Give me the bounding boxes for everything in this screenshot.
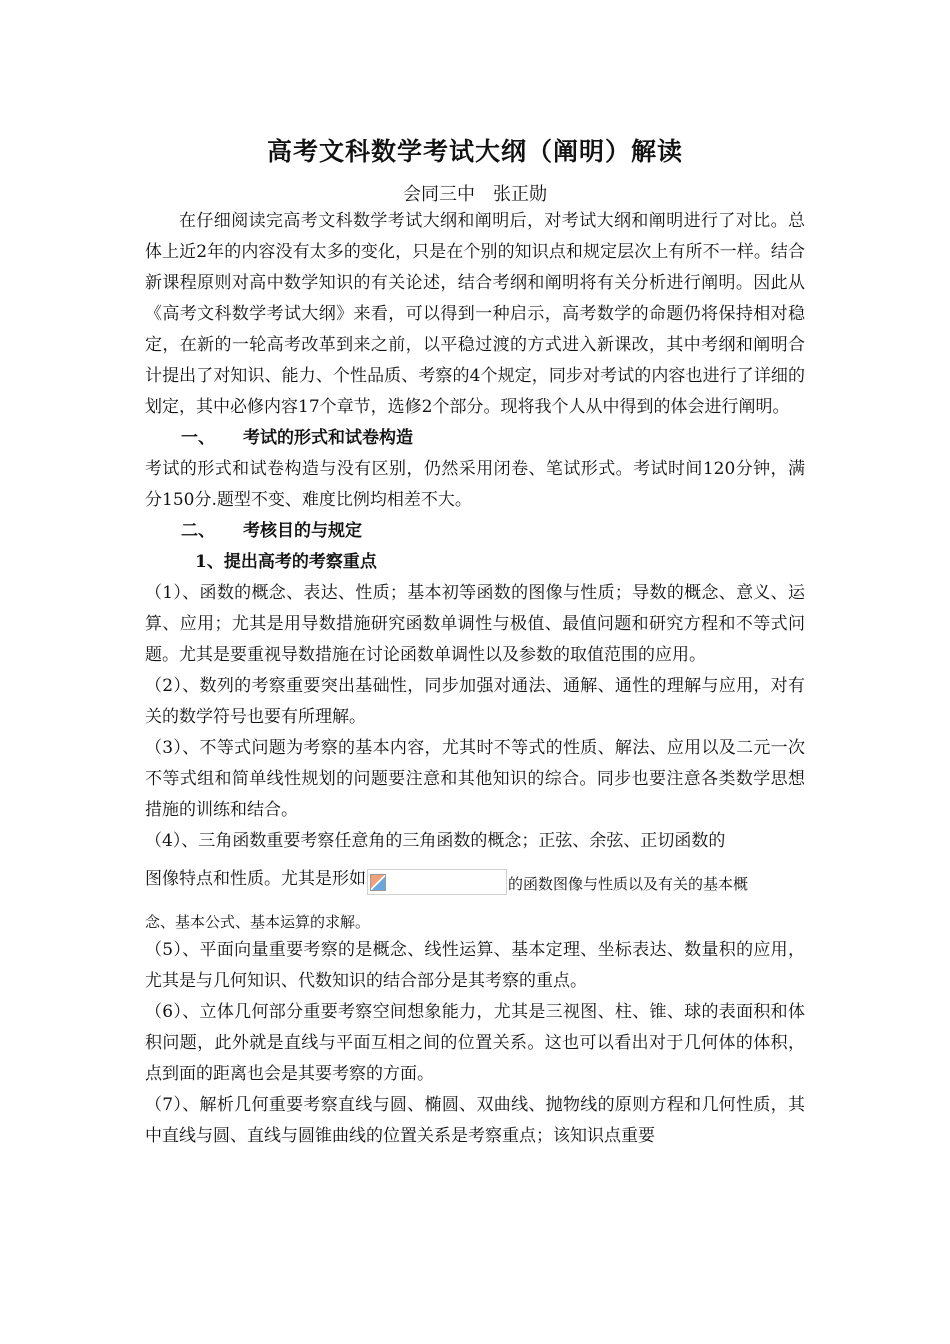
- document-title: 高考文科数学考试大纲（阐明）解读: [266, 137, 683, 166]
- list-item: （5）、平面向量重要考察的是概念、线性运算、基本定理、坐标表达、数量积的应用，尤其是与几何知识、代数知识的结合部分是其考察的重点。: [145, 940, 805, 991]
- section-number: 一、: [181, 428, 215, 448]
- broken-image-icon: [370, 874, 386, 891]
- inline-text: 图像特点和性质。尤其是形如: [145, 869, 366, 889]
- formula-image: [367, 869, 507, 895]
- list-item: （2）、数列的考察重要突出基础性，同步加强对通法、通解、通性的理解与应用，对有关的数学符号也要有所理解。: [145, 676, 805, 727]
- section-heading-1: [145, 423, 805, 454]
- author-line: 会同三中 张正勋: [403, 184, 547, 205]
- section-paragraph: 考试的形式和试卷构造与没有区别，仍然采用闭卷、笔试形式。考试时间120分钟，满分150分.题型不变、难度比例均相差不大。: [145, 459, 805, 510]
- section-title: 考核目的与规定: [243, 521, 362, 541]
- intro-paragraph: 在仔细阅读完高考文科数学考试大纲和阐明后，对考试大纲和阐明进行了对比。总体上近2年的内容没有太多的变化，只是在个别的知识点和规定层次上有所不一样。结合新课程原则对高中数学知识的有关论述，结合考纲和阐明将有关分析进行阐明。因此从《高考文科数学考试大纲》来看，可以得到一种启示，高考数学的命题仍将保持相对稳定，在新的一轮高考改革到来之前，以平稳过渡的方式进入新课改，其中考纲和阐明合计提出了对知识、能力、个性品质、考察的4个规定，同步对考试的内容也进行了详细的划定，其中必修内容17个章节，选修2个部分。现将我个人从中得到的体会进行阐明。: [145, 211, 805, 417]
- section-number: 二、: [181, 521, 215, 541]
- list-item-with-image: [145, 861, 805, 895]
- section-title: 考试的形式和试卷构造: [243, 428, 413, 448]
- list-item: （4）、三角函数重要考察任意角的三角函数的概念；正弦、余弦、正切函数的: [145, 831, 726, 851]
- subsection-heading: 1、提出高考的考察重点: [195, 552, 377, 572]
- inline-text: 的函数图像与性质以及有关的基本概: [508, 875, 749, 893]
- section-heading-2: [145, 516, 805, 547]
- list-item: （1）、函数的概念、表达、性质；基本初等函数的图像与性质；导数的概念、意义、运算、应用；尤其是用导数措施研究函数单调性与极值、最值问题和研究方程和不等式问题。尤其是要重视导数措施在讨论函数单调性以及参数的取值范围的应用。: [145, 583, 805, 665]
- list-item: （7）、解析几何重要考察直线与圆、椭圆、双曲线、抛物线的原则方程和几何性质，其中直线与圆、直线与圆锥曲线的位置关系是考察重点；该知识点重要: [145, 1095, 805, 1146]
- document-body: [145, 206, 805, 1152]
- list-item: （6）、立体几何部分重要考察空间想象能力，尤其是三视图、柱、锥、球的表面积和体积问题，此外就是直线与平面互相之间的位置关系。这也可以看出对于几何体的体积，点到面的距离也会是其要考察的方面。: [145, 1002, 805, 1084]
- list-item: （3）、不等式问题为考察的基本内容，尤其时不等式的性质、解法、应用以及二元一次不等式组和简单线性规划的问题要注意和其他知识的综合。同步也要注意各类数学思想措施的训练和结合。: [145, 738, 805, 820]
- list-item-continuation: 念、基本公式、基本运算的求解。: [145, 913, 371, 931]
